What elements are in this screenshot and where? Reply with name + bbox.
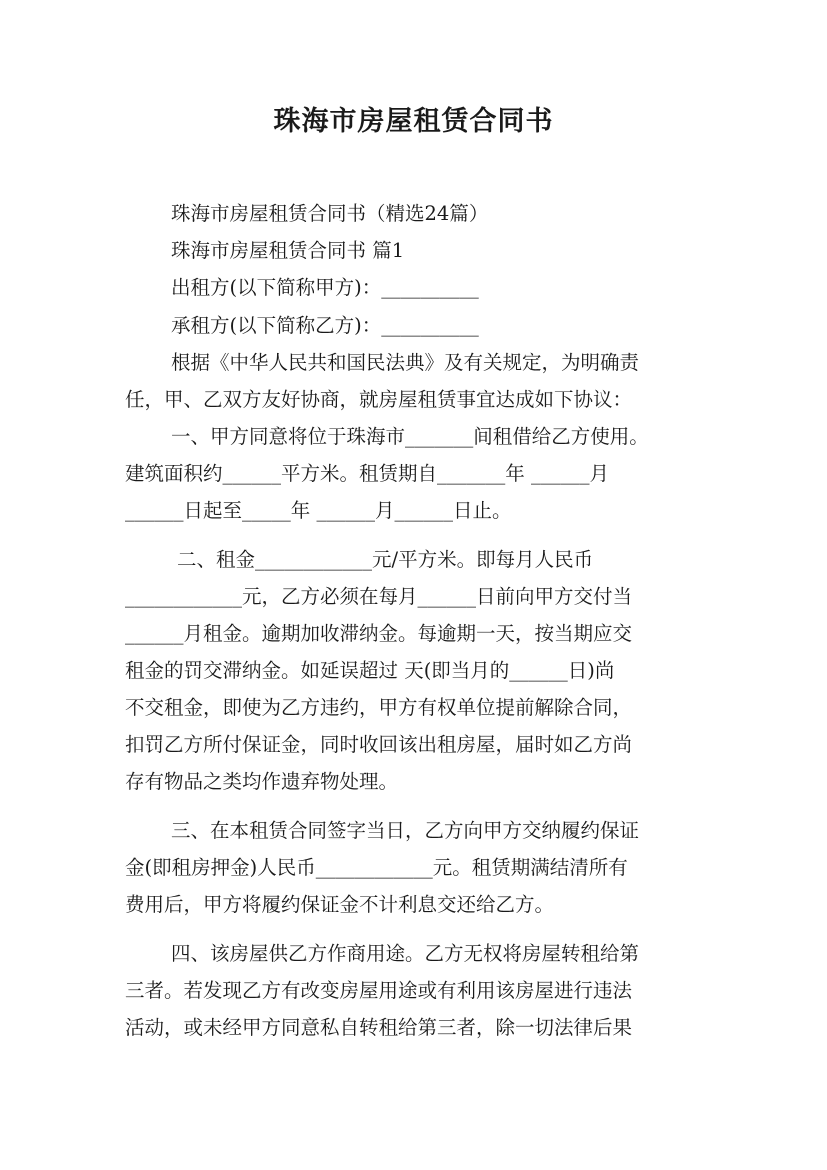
text-line-section-heading: 珠海市房屋租赁合同书 篇1 (171, 239, 405, 262)
text-line-clause-1-3: ______日起至_____年 ______月______日止。 (125, 499, 512, 522)
text-line-clause-3-2: 金(即租房押金)人民币____________元。租赁期满结清所有 (125, 856, 628, 879)
text-line-clause-3-3: 费用后，甲方将履约保证金不计利息交还给乙方。 (125, 893, 555, 916)
text-line-preamble-1: 根据《中华人民共和国民法典》及有关规定，为明确责 (171, 351, 640, 374)
text-line-clause-4-1: 四、该房屋供乙方作商用途。乙方无权将房屋转租给第 (171, 942, 640, 965)
text-line-clause-2-5: 不交租金，即使为乙方违约，甲方有权单位提前解除合同， (125, 696, 633, 719)
text-line-clause-2-2: ____________元，乙方必须在每月______日前向甲方交付当 (125, 585, 633, 608)
text-line-clause-2-6: 扣罚乙方所付保证金，同时收回该出租房屋，届时如乙方尚 (125, 733, 633, 756)
text-line-subtitle: 珠海市房屋租赁合同书（精选24篇） (171, 202, 489, 225)
text-line-lessee: 承租方(以下简称乙方)：__________ (171, 314, 479, 337)
document-title: 珠海市房屋租赁合同书 (273, 106, 554, 137)
text-line-preamble-2: 任，甲、乙双方友好协商，就房屋租赁事宜达成如下协议： (125, 388, 633, 411)
text-line-clause-3-1: 三、在本租赁合同签字当日，乙方向甲方交纳履约保证 (171, 819, 640, 842)
text-line-lessor: 出租方(以下简称甲方)：__________ (171, 276, 479, 299)
text-line-clause-2-3: ______月租金。逾期加收滞纳金。每逾期一天，按当期应交 (125, 622, 633, 645)
text-line-clause-1-2: 建筑面积约______平方米。租赁期自_______年 ______月 (125, 462, 609, 485)
text-line-clause-4-2: 三者。若发现乙方有改变房屋用途或有利用该房屋进行违法 (125, 979, 633, 1002)
text-line-clause-4-3: 活动，或未经甲方同意私自转租给第三者，除一切法律后果 (125, 1016, 633, 1039)
text-line-clause-2-7: 存有物品之类均作遗弃物处理。 (125, 770, 399, 793)
text-line-clause-2-1: 二、租金____________元/平方米。即每月人民币 (177, 548, 594, 571)
text-line-clause-1-1: 一、甲方同意将位于珠海市_______间租借给乙方使用。 (171, 425, 649, 448)
text-line-clause-2-4: 租金的罚交滞纳金。如延误超过 天(即当月的______日)尚 (125, 659, 615, 682)
